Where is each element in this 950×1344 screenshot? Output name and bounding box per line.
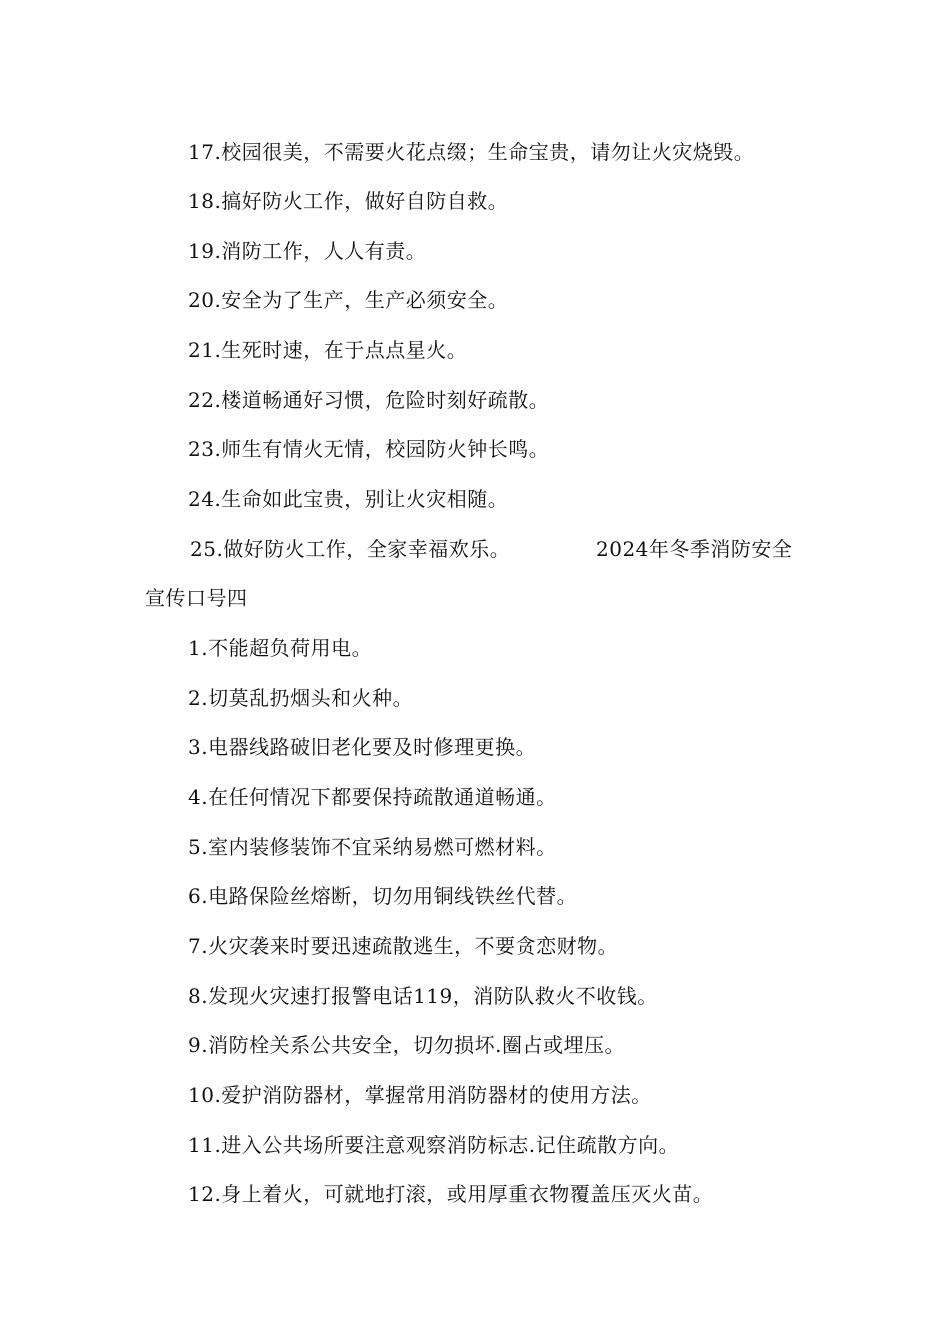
list-item: 18.搞好防火工作，做好自防自救。 xyxy=(188,189,509,213)
list-item: 25.做好防火工作，全家幸福欢乐。 xyxy=(190,537,511,561)
list-item: 22.楼道畅通好习惯，危险时刻好疏散。 xyxy=(188,388,550,412)
list-item: 9.消防栓关系公共安全，切勿损坏.圈占或埋压。 xyxy=(188,1033,625,1057)
list-item: 23.师生有情火无情，校园防火钟长鸣。 xyxy=(188,437,550,461)
list-item: 7.火灾袭来时要迅速疏散逃生，不要贪恋财物。 xyxy=(188,934,619,958)
list-item: 8.发现火灾速打报警电话119，消防队救火不收钱。 xyxy=(188,984,658,1008)
list-item: 2.切莫乱扔烟头和火种。 xyxy=(188,686,414,710)
list-item: 4.在任何情况下都要保持疏散通道畅通。 xyxy=(188,785,557,809)
list-item: 10.爱护消防器材，掌握常用消防器材的使用方法。 xyxy=(188,1083,652,1107)
list-item: 20.安全为了生产，生产必须安全。 xyxy=(188,288,509,312)
list-item: 19.消防工作，人人有责。 xyxy=(188,239,427,263)
list-item: 12.身上着火，可就地打滚，或用厚重衣物覆盖压灭火苗。 xyxy=(188,1182,714,1206)
section-heading-part2: 宣传口号四 xyxy=(145,586,248,610)
list-item: 11.进入公共场所要注意观察消防标志.记住疏散方向。 xyxy=(188,1133,680,1157)
list-item: 6.电路保险丝熔断，切勿用铜线铁丝代替。 xyxy=(188,884,578,908)
list-item: 17.校园很美，不需要火花点缀；生命宝贵，请勿让火灾烧毁。 xyxy=(188,140,755,164)
list-item: 3.电器线路破旧老化要及时修理更换。 xyxy=(188,735,537,759)
list-item: 21.生死时速，在于点点星火。 xyxy=(188,338,468,362)
section-heading-part1: 2024年冬季消防安全 xyxy=(596,537,793,561)
list-item: 1.不能超负荷用电。 xyxy=(188,636,373,660)
list-item: 5.室内装修装饰不宜采纳易燃可燃材料。 xyxy=(188,835,557,859)
list-item: 24.生命如此宝贵，别让火灾相随。 xyxy=(188,487,509,511)
